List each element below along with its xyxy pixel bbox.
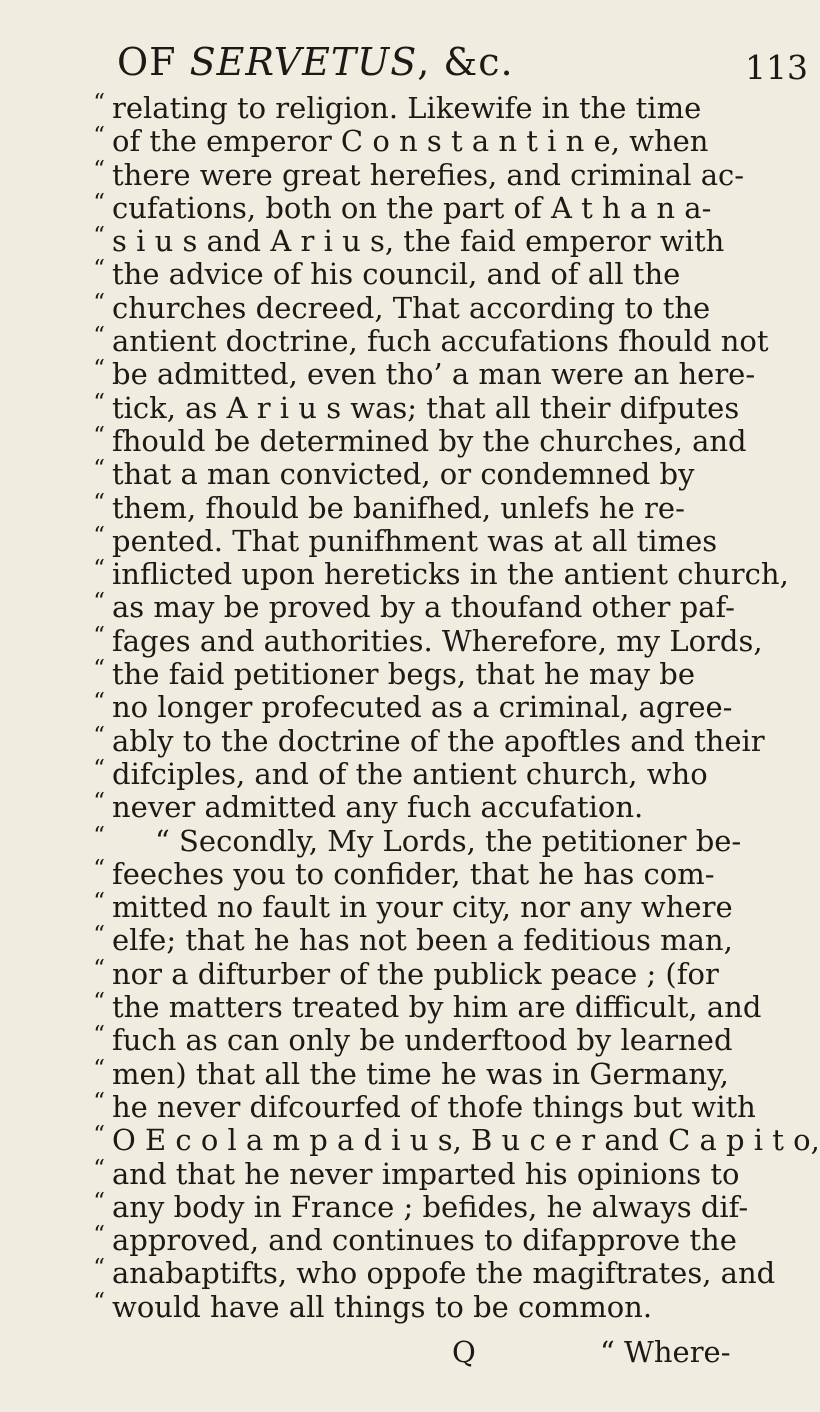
quote-mark: “ bbox=[93, 1188, 105, 1215]
line-text: them, fhould be banifhed, unlefs he re- bbox=[112, 490, 685, 525]
text-line bbox=[55, 189, 790, 225]
line-text: antient doctrine, fuch accufations fhould not bbox=[112, 324, 769, 359]
page-footer bbox=[0, 1335, 800, 1375]
text-line bbox=[55, 991, 790, 1024]
line-text: “ Secondly, My Lords, the petitioner be- bbox=[155, 823, 742, 858]
line-text: inflicted upon hereticks in the antient church, bbox=[112, 557, 789, 592]
quote-mark: “ bbox=[93, 422, 105, 449]
line-text: of the emperor C o n s t a n t i n e, when bbox=[112, 124, 709, 159]
quote-mark: “ bbox=[93, 1088, 105, 1115]
signature-mark: Q bbox=[452, 1335, 476, 1369]
text-line bbox=[55, 622, 790, 658]
quote-mark: “ bbox=[93, 689, 105, 716]
text-line bbox=[55, 325, 790, 358]
line-text: would have all things to be common. bbox=[112, 1289, 653, 1324]
quote-mark: “ bbox=[93, 1155, 105, 1182]
line-text: he never difcourfed of thofe things but with bbox=[112, 1089, 756, 1124]
line-text: fhould be determined by the churches, and bbox=[112, 423, 747, 458]
line-text: cufations, both on the part of A t h a n a- bbox=[112, 190, 712, 225]
line-text: the faid petitioner begs, that he may be bbox=[112, 657, 696, 692]
text-line bbox=[55, 1055, 790, 1091]
text-line bbox=[55, 1224, 790, 1257]
line-text: as may be proved by a thoufand other paf- bbox=[112, 590, 735, 625]
text-line bbox=[55, 722, 790, 758]
line-text: never admitted any fuch accufation. bbox=[112, 790, 644, 825]
text-line bbox=[55, 489, 790, 525]
line-text: pented. That punifhment was at all times bbox=[112, 523, 718, 558]
line-text: fages and authorities. Wherefore, my Lords, bbox=[112, 623, 763, 658]
text-line bbox=[55, 658, 790, 691]
line-text: no longer profecuted as a criminal, agree- bbox=[112, 690, 733, 725]
quote-mark: “ bbox=[93, 955, 105, 982]
text-line bbox=[55, 924, 790, 957]
line-text: relating to religion. Likewife in the time bbox=[112, 91, 702, 125]
text-line bbox=[55, 458, 790, 491]
quote-mark: “ bbox=[93, 456, 105, 483]
text-line bbox=[55, 389, 790, 425]
line-text: nor a difturber of the publick peace ; (for bbox=[112, 956, 719, 991]
text-line bbox=[55, 289, 790, 325]
quote-mark: “ bbox=[93, 223, 105, 250]
line-text: ably to the doctrine of the apoftles and their bbox=[112, 723, 765, 758]
quote-mark: “ bbox=[93, 489, 105, 516]
quote-mark: “ bbox=[93, 1022, 105, 1049]
page-number: 113 bbox=[745, 48, 808, 87]
running-title-suffix: , &c. bbox=[417, 40, 514, 84]
quote-mark: “ bbox=[93, 1288, 105, 1315]
text-line bbox=[55, 92, 790, 125]
text-line bbox=[55, 258, 790, 291]
text-line bbox=[55, 558, 790, 591]
line-text: O E c o l a m p a d i u s, B u c e r and C a p i t o, bbox=[112, 1123, 820, 1158]
quote-mark: “ bbox=[93, 922, 105, 949]
quote-mark: “ bbox=[93, 556, 105, 583]
text-line bbox=[55, 1288, 790, 1324]
line-text: and that he never imparted his opinions to bbox=[112, 1156, 740, 1191]
text-line bbox=[55, 225, 790, 258]
line-text: churches decreed, That according to the bbox=[112, 290, 711, 325]
running-title bbox=[117, 40, 514, 84]
quote-mark: “ bbox=[93, 589, 105, 616]
quote-mark: “ bbox=[93, 1122, 105, 1149]
text-line bbox=[55, 791, 790, 824]
quote-mark: “ bbox=[93, 755, 105, 782]
text-line bbox=[55, 891, 790, 924]
quote-mark: “ bbox=[93, 323, 105, 350]
line-text: difciples, and of the antient church, who bbox=[112, 756, 708, 791]
quote-mark: “ bbox=[93, 123, 105, 150]
line-text: men) that all the time he was in Germany, bbox=[112, 1056, 729, 1091]
line-text: mitted no fault in your city, nor any where bbox=[112, 890, 733, 925]
quote-mark: “ bbox=[93, 256, 105, 283]
text-line bbox=[55, 156, 790, 192]
line-text: fuch as can only be underftood by learned bbox=[112, 1023, 733, 1058]
quote-mark: “ bbox=[93, 722, 105, 749]
quote-mark: “ bbox=[93, 1055, 105, 1082]
text-line bbox=[55, 1257, 790, 1290]
running-title-prefix: OF bbox=[117, 40, 190, 84]
text-line bbox=[55, 691, 790, 724]
quote-mark: “ bbox=[93, 622, 105, 649]
quote-mark: “ bbox=[93, 90, 105, 116]
line-text: feeches you to confider, that he has com- bbox=[112, 856, 715, 891]
quote-mark: “ bbox=[93, 789, 105, 816]
line-text: that a man convicted, or condemned by bbox=[112, 457, 695, 492]
quote-mark: “ bbox=[93, 889, 105, 916]
text-line bbox=[55, 1155, 790, 1191]
body-text bbox=[55, 90, 820, 1324]
text-line bbox=[55, 125, 790, 158]
text-line bbox=[55, 591, 790, 624]
text-line bbox=[55, 1188, 790, 1224]
line-text: approved, and continues to difapprove the bbox=[112, 1223, 737, 1258]
quote-mark: “ bbox=[93, 189, 105, 216]
line-text: tick, as A r i u s was; that all their difputes bbox=[112, 390, 740, 425]
running-title-name: SERVETUS bbox=[189, 40, 418, 84]
text-line bbox=[55, 522, 790, 558]
line-text: the advice of his council, and of all the bbox=[112, 257, 681, 292]
line-text: any body in France ; befides, he always dif- bbox=[112, 1189, 749, 1224]
line-text: elfe; that he has not been a feditious man, bbox=[112, 923, 733, 958]
catchword: “ Where- bbox=[600, 1335, 731, 1369]
page-header bbox=[0, 40, 808, 90]
quote-mark: “ bbox=[93, 822, 105, 849]
text-line bbox=[55, 1122, 820, 1158]
text-line bbox=[55, 822, 790, 858]
quote-mark: “ bbox=[93, 1255, 105, 1282]
text-line bbox=[55, 358, 790, 391]
line-text: be admitted, even tho’ a man were an here- bbox=[112, 357, 756, 392]
quote-mark: “ bbox=[93, 389, 105, 416]
text-line bbox=[55, 855, 790, 891]
line-text: there were great herefies, and criminal ac- bbox=[112, 157, 745, 192]
text-line bbox=[55, 955, 790, 991]
text-line bbox=[55, 422, 790, 458]
quote-mark: “ bbox=[93, 356, 105, 383]
text-line bbox=[55, 755, 790, 791]
quote-mark: “ bbox=[93, 1222, 105, 1249]
line-text: anabaptifts, who oppofe the magiftrates, and bbox=[112, 1256, 776, 1291]
quote-mark: “ bbox=[93, 156, 105, 183]
text-line bbox=[55, 1024, 790, 1057]
quote-mark: “ bbox=[93, 522, 105, 549]
text-line bbox=[55, 1088, 790, 1124]
line-text: the matters treated by him are difficult, and bbox=[112, 990, 762, 1025]
quote-mark: “ bbox=[93, 989, 105, 1016]
quote-mark: “ bbox=[93, 855, 105, 882]
line-text: s i u s and A r i u s, the faid emperor with bbox=[112, 224, 725, 259]
quote-mark: “ bbox=[93, 656, 105, 683]
quote-mark: “ bbox=[93, 289, 105, 316]
